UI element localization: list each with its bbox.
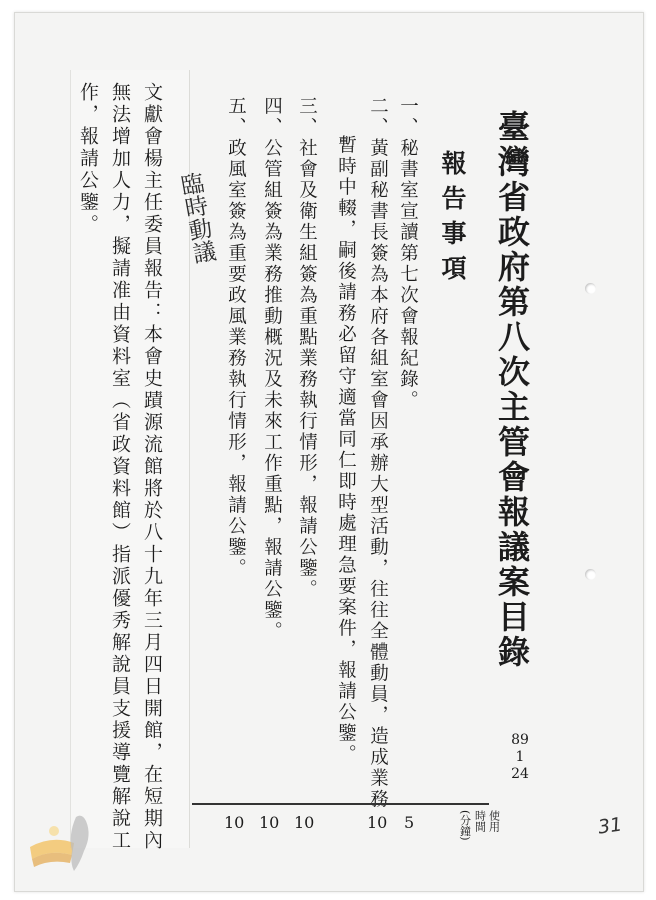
date-day: 24	[511, 766, 529, 782]
agenda-item-2-continued: 暫時中輟，嗣後請務必留守適當同仁即時處理急要案件，報請公鑒。	[335, 135, 357, 765]
section-heading: 報告事項	[438, 150, 467, 290]
column-header-line-3: (分鐘)	[458, 810, 472, 841]
pasted-note-line-2: 無法增加人力，擬請准由資料室（省政資料館）指派優秀解說員支援導覽解說工	[109, 82, 131, 852]
agenda-item-2	[368, 96, 387, 810]
item-number: 五、	[225, 96, 247, 138]
item-text: 秘書室宣讀第七次會報紀錄。	[397, 138, 419, 411]
punch-hole	[585, 569, 596, 580]
minutes-value: 5	[404, 813, 415, 832]
table-rule	[192, 803, 489, 805]
minutes-value: 10	[224, 813, 245, 832]
column-header-line-1: 使用	[487, 810, 501, 832]
item-number: 二、	[367, 96, 389, 138]
column-header-line-2: 時間	[473, 810, 487, 832]
punch-hole	[585, 283, 596, 294]
item-text: 黃副秘書長簽為本府各組室會因承辦大型活動，往往全體動員，造成業務	[367, 138, 389, 810]
handwritten-annotation: 臨時動議	[175, 170, 217, 266]
meeting-date	[509, 732, 531, 783]
agenda-item-1	[398, 96, 417, 411]
minutes-value: 10	[367, 813, 388, 832]
item-text: 社會及衛生組簽為重點業務執行情形，報請公鑒。	[296, 138, 318, 600]
date-month: 1	[515, 749, 525, 765]
item-number: 一、	[397, 96, 419, 138]
agenda-item-3	[297, 96, 316, 600]
item-number: 四、	[261, 96, 283, 138]
item-text: 政風室簽為重要政風業務執行情形，報請公鑒。	[225, 138, 247, 579]
minutes-value: 10	[259, 813, 280, 832]
pasted-note-line-3: 作，報請公鑒。	[77, 82, 99, 236]
archive-logo-icon	[22, 805, 100, 883]
item-text: 公管組簽為業務推動概況及未來工作重點，報請公鑒。	[261, 138, 283, 642]
pasted-note-line-1: 文獻會楊主任委員報告：本會史蹟源流館將於八十九年三月四日開館，在短期內	[141, 82, 163, 852]
date-year: 89	[511, 732, 529, 748]
page-number: 31	[596, 813, 624, 839]
item-number: 三、	[296, 96, 318, 138]
minutes-value: 10	[294, 813, 315, 832]
agenda-item-4	[262, 96, 281, 642]
agenda-item-5	[226, 96, 245, 579]
document-title: 臺灣省政府第八次主管會報議案目錄	[493, 110, 531, 670]
